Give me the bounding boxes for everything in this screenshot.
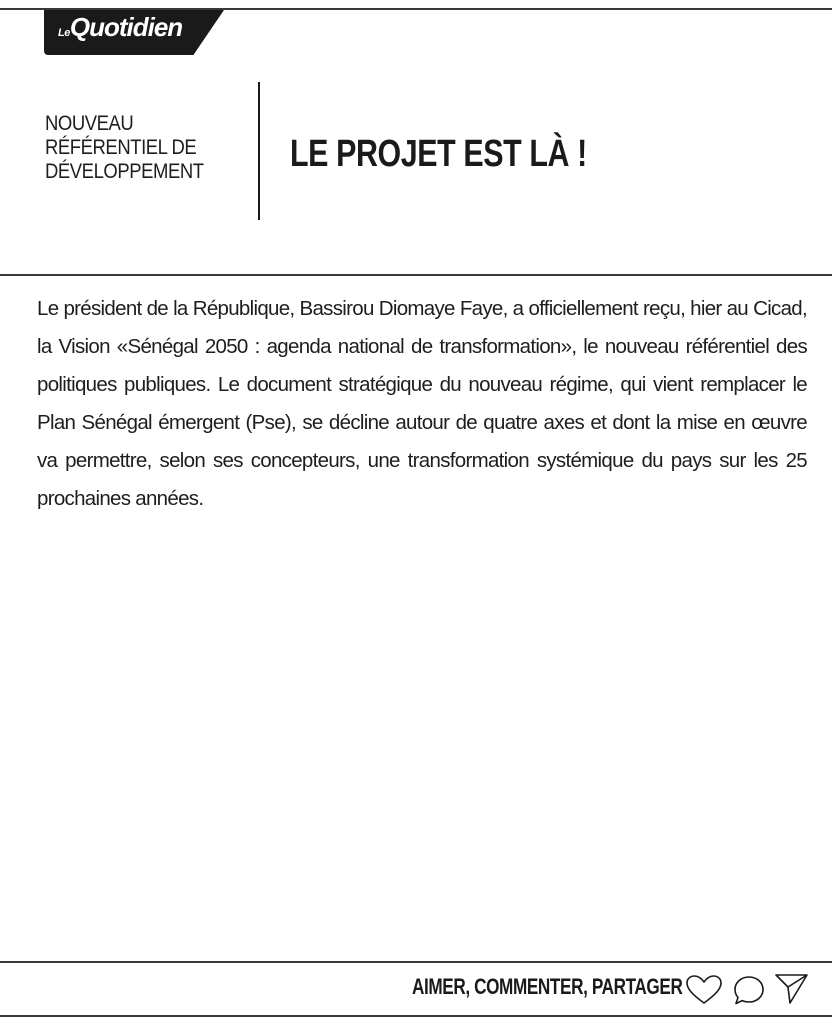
- logo-name: Quotidien: [69, 12, 183, 42]
- header-rule: [0, 274, 832, 276]
- vertical-divider: [258, 82, 260, 220]
- section-kicker: [45, 112, 221, 184]
- heart-icon[interactable]: [685, 974, 723, 1006]
- kicker-line-1: NOUVEAU: [45, 112, 134, 135]
- logo: [58, 14, 182, 40]
- kicker-line-3: DÉVELOPPEMENT: [45, 160, 204, 183]
- footer-bottom-rule: [0, 1015, 832, 1017]
- article-body: Le président de la République, Bassirou Diomaye Faye, a officiellement reçu, hier au Cicad, la Vision «Sénégal 2050 : agenda national de transformation», le nouveau référentiel des politiques publiques. Le document stratégique du nouveau régime, qui vient remplacer le Plan Sénégal émergent (Pse), se décline autour de quatre axes et dont la mise en œuvre va permettre, selon ses concepteurs, une transformation systémique du pays sur les 25 prochaines années.: [37, 297, 807, 510]
- comment-icon[interactable]: [733, 974, 767, 1006]
- share-icon[interactable]: [774, 972, 810, 1006]
- footer-top-rule: [0, 961, 832, 963]
- cta-label: AIMER, COMMENTER, PARTAGER: [412, 974, 683, 999]
- kicker-line-2: RÉFÉRENTIEL DE: [45, 136, 197, 159]
- logo-prefix: Le: [58, 27, 70, 39]
- top-rule: [0, 8, 832, 10]
- headline: LE PROJET EST LÀ !: [290, 133, 587, 175]
